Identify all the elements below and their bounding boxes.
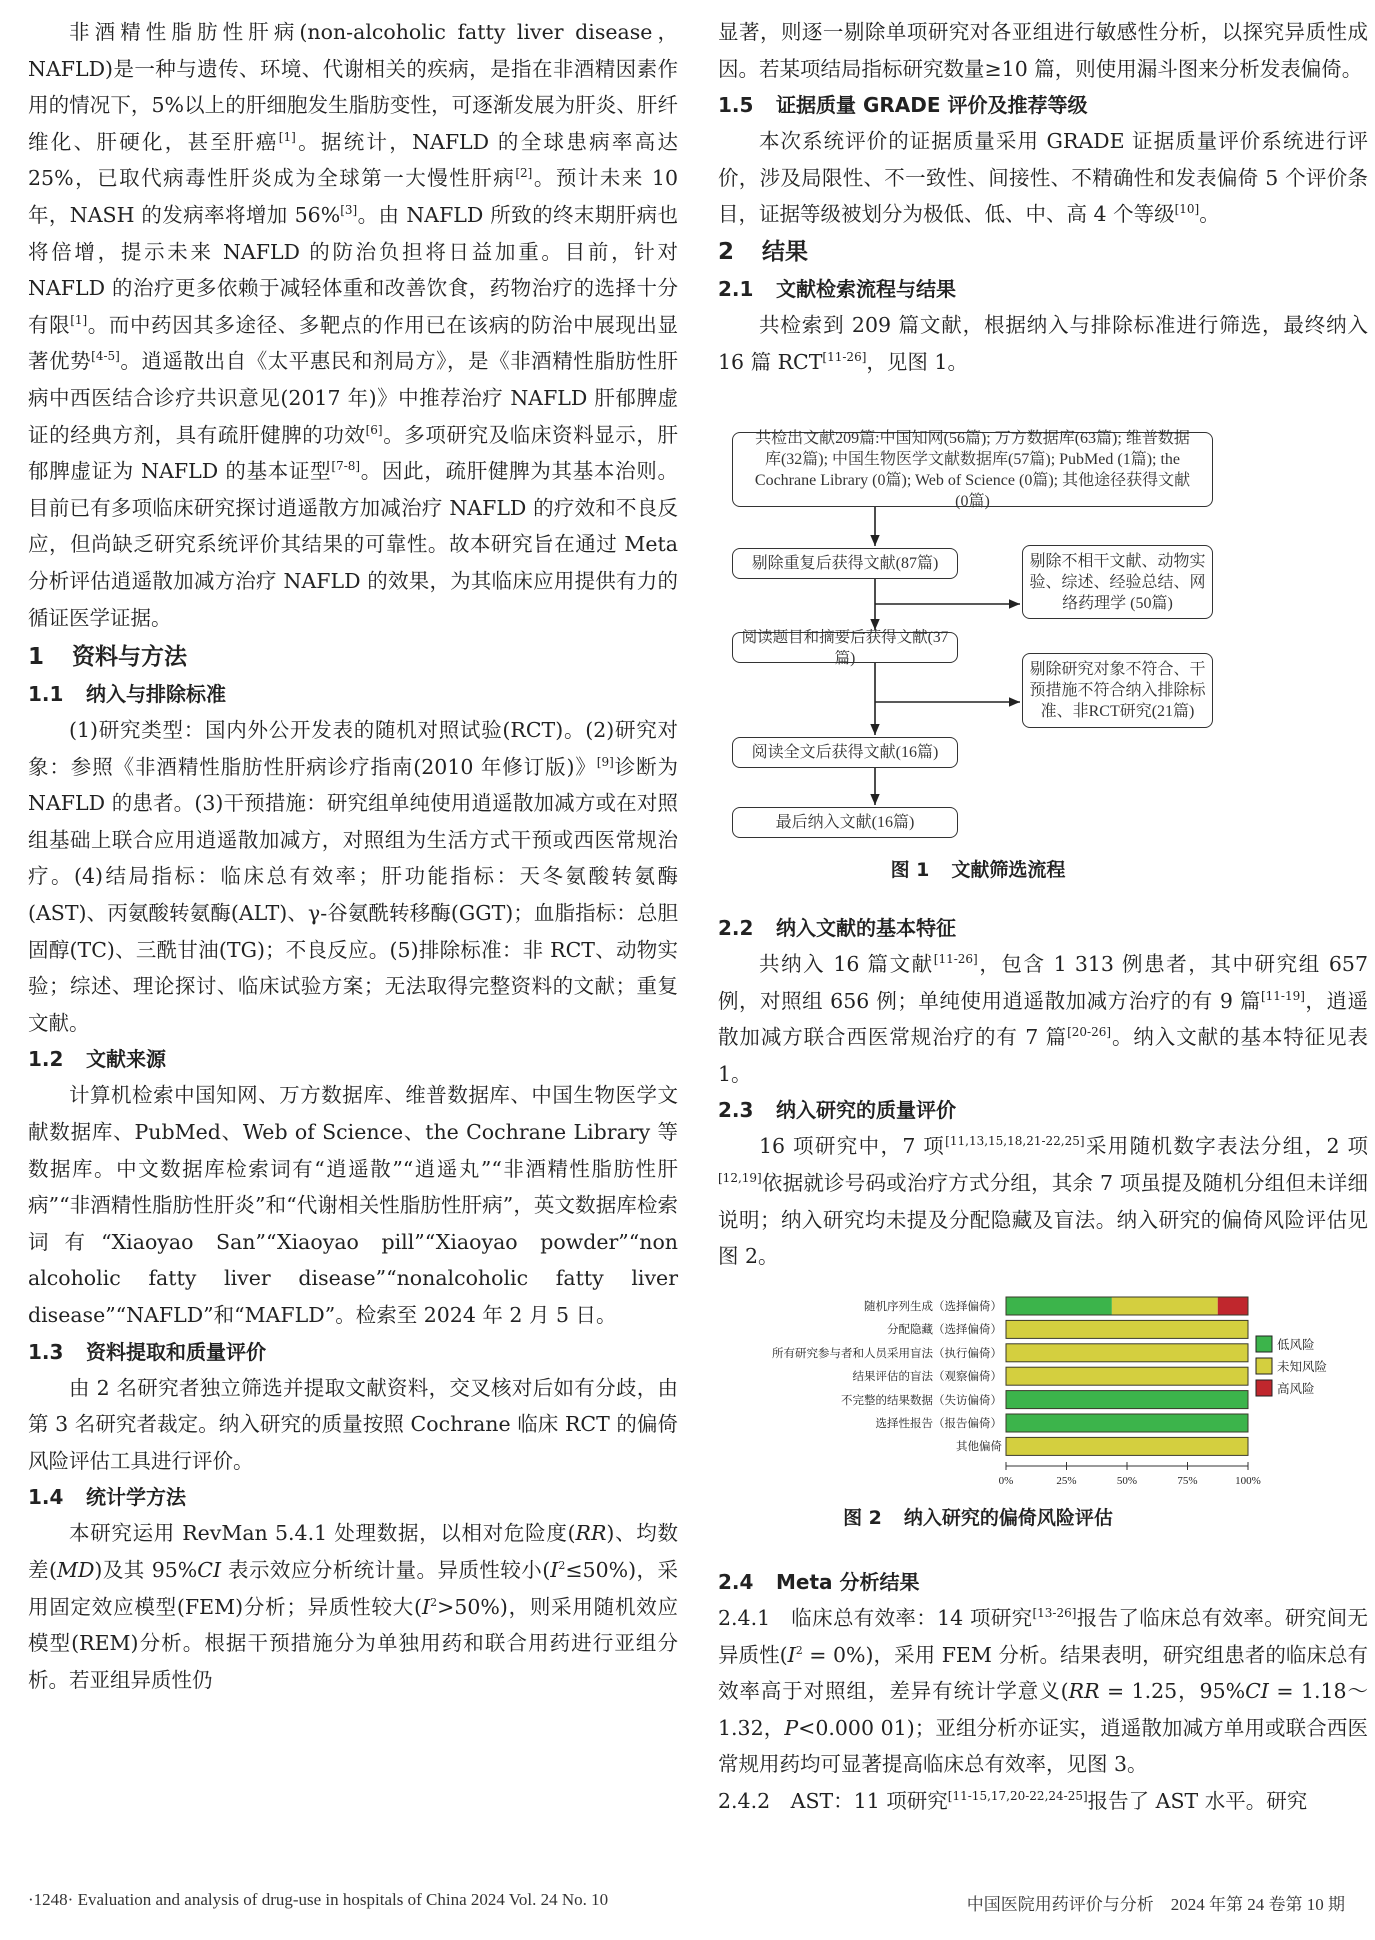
citation-reference: [10]: [1174, 202, 1200, 217]
italic-symbol: I: [550, 1557, 559, 1582]
flow-box-excluded-irrelevant: 剔除不相干文献、动物实验、综述、经验总结、网络药理学 (50篇): [1022, 545, 1213, 619]
subsection-title: 统计学方法: [86, 1485, 186, 1510]
figure-title: 纳入研究的偏倚风险评估: [903, 1507, 1113, 1529]
citation-reference: [1]: [278, 129, 296, 144]
text-run: 诊断为 NAFLD 的患者。(3)干预措施：研究组单纯使用逍遥散加减方或在对照组基础上联合应用逍遥散加减方，对照组为生活方式干预或西医常规治疗。(4)结局指标：临床总有效率；肝功能指标：天冬氨酸转氨酶(AST)、丙氨酸转氨酶(ALT)、γ-谷氨酰转移酶(GGT)；血脂指标：总胆固醇(TC)、三酰甘油(TG)；不良反应。(5)排除标准：非 RCT、动物实验；综述、理论探讨、临床试验方案；无法取得完整资料的文献；重复文献。: [28, 754, 679, 1035]
text-run: 。: [1199, 202, 1220, 227]
journal-name-cn: 中国医院用药评价与分析 2024 年第 24 卷第 10 期: [966, 1895, 1345, 1914]
flow-box-identified: 共检出文献209篇:中国知网(56篇); 万方数据库(63篇); 维普数据库(32篇); 中国生物医学文献数据库(57篇); PubMed (1篇); the Cochrane Library (0篇); Web of Science (0篇); 其他途径获得文献(0篇): [732, 432, 1213, 507]
citation-reference: [11-19]: [1260, 988, 1305, 1003]
subsection-number: 1.5: [718, 93, 754, 118]
subsection-number: 2.2: [718, 916, 754, 940]
subsection-heading-2-4: [718, 1564, 1368, 1600]
superscript: 2: [558, 1558, 566, 1572]
text-run: = 0%)，采用 FEM 分析。结果表明，研究组患者的临床总有效率高于对照组，差异有统计学意义(: [718, 1642, 1368, 1704]
italic-symbol: MD: [56, 1557, 95, 1582]
text-run: ≤50%)，采用固定效应模型(FEM)分析；异质性较大(: [28, 1557, 678, 1619]
journal-name-en: Evaluation and analysis of drug-use in hospitals of China 2024 Vol. 24 No. 10: [77, 1890, 609, 1909]
text-run: 2.4.2 AST：11 项研究: [718, 1788, 948, 1813]
text-run: 。据统计，NAFLD 的全球患病率高达 25%，已取代病毒性肝炎成为全球第一大慢性肝病: [28, 129, 679, 191]
subsection-title: 证据质量 GRADE 评价及推荐等级: [776, 93, 1088, 118]
subsection-number: 2.3: [718, 1098, 754, 1123]
x-tick-label: 0%: [998, 1475, 1014, 1487]
text-run: 16 项研究中，7 项: [759, 1134, 946, 1159]
text-run: 。由 NAFLD 所致的终末期肝病也将倍增，提示未来 NAFLD 的防治负担将日益加重。目前，针对 NAFLD 的治疗更多依赖于减轻体重和改善饮食，药物治疗的选择十分有限: [28, 202, 678, 337]
ast-paragraph: [718, 1783, 1368, 1820]
citation-reference: [2]: [515, 166, 533, 181]
bias-bar-segment-low: [1006, 1391, 1248, 1409]
text-run: (1)研究类型：国内外公开发表的随机对照试验(RCT)。(2)研究对象：参照《非酒精性脂肪性肝病诊疗指南(2010 年修订版)》: [28, 718, 678, 779]
subsection-title: 纳入文献的基本特征: [776, 916, 956, 940]
citation-reference: [20-26]: [1067, 1025, 1112, 1040]
citation-reference: [7-8]: [331, 459, 361, 474]
italic-symbol: RR: [575, 1521, 607, 1546]
text-run: ，包含 1 313 例患者，其中研究组 657 例，对照组 656 例；单纯使用逍遥散加减方治疗的有 9 篇: [718, 952, 1368, 1013]
text-run: 。预计未来 10 年，NASH 的发病率将增加 56%: [28, 166, 678, 227]
bias-bar-segment-low: [1006, 1297, 1112, 1315]
flow-box-after-title-abstract: 阅读题目和摘要后获得文献(37篇): [732, 632, 958, 663]
x-tick-label: 75%: [1177, 1475, 1198, 1487]
bias-category-label: 不完整的结果数据（失访偏倚）: [841, 1392, 1002, 1407]
bias-bar-segment-unknown: [1112, 1297, 1218, 1315]
text-run: ，见图 1。: [866, 349, 968, 374]
citation-reference: [11-26]: [822, 349, 867, 364]
text-run: 2.4.1 临床总有效率：14 项研究: [718, 1606, 1033, 1630]
subsection-title: 文献来源: [86, 1047, 166, 1072]
text-run: 由 2 名研究者独立筛选并提取文献资料，交叉核对后如有分歧，由第 3 名研究者裁定。纳入研究的质量按照 Cochrane 临床 RCT 的偏倚风险评估工具进行评价。: [28, 1375, 678, 1473]
section-title: 结果: [762, 238, 808, 265]
italic-symbol: I: [787, 1642, 796, 1667]
bias-bar-segment-unknown: [1006, 1367, 1248, 1385]
subsection-number: 1.2: [28, 1047, 64, 1072]
flow-box-after-dedup: 剔除重复后获得文献(87篇): [732, 548, 958, 579]
x-tick-label: 50%: [1116, 1475, 1138, 1487]
text-run: <0.000 01)；亚组分析亦证实，逍遥散加减方单用或联合西医常规用药均可显著提高临床总有效率，见图 3。: [718, 1715, 1368, 1777]
right-column-bottom: [718, 1564, 1368, 1820]
text-run: 依据就诊号码或治疗方式分组，其余 7 项虽提及随机分组但未详细说明；纳入研究均未提及分配隐藏及盲法。纳入研究的偏倚风险评估见图 2。: [718, 1170, 1368, 1269]
text-run: )、均数差(: [28, 1521, 678, 1582]
text-run: 本次系统评价的证据质量采用 GRADE 证据质量评价系统进行评价，涉及局限性、不一致性、间接性、不精确性和发表偏倚 5 个评价条目，证据等级被划分为极低、低、中、高 4 个等级: [718, 129, 1368, 227]
x-tick-label: 25%: [1056, 1475, 1077, 1487]
subsection-number: 1.3: [28, 1339, 64, 1364]
bias-category-label: 其他偏倚: [956, 1439, 1002, 1454]
flow-box-final-included: 最后纳入文献(16篇): [732, 807, 958, 838]
text-run: 计算机检索中国知网、万方数据库、维普数据库、中国生物医学文献数据库、PubMed、Web of Science、the Cochrane Library 等数据库。中文数据库检索词有“逍遥散”“逍遥丸”“非酒精性脂肪性肝病”“非酒精性脂肪性肝炎”和“代谢相关性脂肪性肝病”，英文数据库检索词有“Xiaoyao San”“Xiaoyao pill”“Xiaoyao powder”“non alcoholic fatty liver disease”“nonalcoholic fatty liver disease”“NAFLD”和“MAFLD”。检索至 2024 年 2 月 5 日。: [28, 1083, 678, 1327]
bias-bar-segment-low: [1006, 1414, 1248, 1432]
figure-2-caption: [718, 1503, 1238, 1530]
italic-symbol: CI: [1245, 1679, 1269, 1704]
citation-reference: [4-5]: [91, 349, 120, 364]
flow-box-after-fulltext: 阅读全文后获得文献(16篇): [732, 737, 958, 768]
italic-symbol: RR: [1068, 1679, 1100, 1704]
subsection-number: 2.1: [718, 276, 754, 301]
bias-category-label: 随机序列生成（选择偏倚）: [864, 1299, 1002, 1313]
text-run: 采用随机数字表法分组，2 项: [1084, 1134, 1368, 1159]
citation-reference: [12,19]: [718, 1170, 762, 1185]
citation-reference: [9]: [596, 754, 614, 769]
text-run: ，逍遥散加减方联合西医常规治疗的有 7 篇: [718, 988, 1368, 1050]
italic-symbol: I: [421, 1594, 431, 1619]
text-run: 。逍遥散出自《太平惠民和剂局方》，是《非酒精性脂肪性肝病中西医结合诊疗共识意见(2017 年)》中推荐治疗 NAFLD 肝郁脾虚证的经典方剂，具有疏肝健脾的功效: [28, 349, 678, 447]
citation-reference: [11-15,17,20-22,24-25]: [947, 1788, 1088, 1803]
subsection-number: 1.1: [28, 682, 64, 707]
subsection-title: 纳入研究的质量评价: [776, 1098, 956, 1123]
legend-label: 低风险: [1277, 1337, 1315, 1352]
citation-reference: [11-26]: [933, 952, 978, 966]
text-run: 报告了临床总有效率。研究间无异质性(: [718, 1606, 1368, 1667]
text-run: = 1.25，95%: [1099, 1679, 1246, 1704]
subsection-title: 资料提取和质量评价: [86, 1339, 266, 1364]
legend-swatch: [1256, 1358, 1272, 1374]
superscript: 2: [795, 1643, 803, 1657]
figure-number: 图 2: [843, 1507, 882, 1529]
text-run: 。多项研究及临床资料显示，肝郁脾虚证为 NAFLD 的基本证型: [28, 422, 679, 484]
text-run: = 1.18～1.32，: [718, 1679, 1369, 1740]
efficacy-paragraph: [718, 1600, 1368, 1783]
text-run: 。而中药因其多途径、多靶点的作用已在该病的防治中展现出显著优势: [28, 312, 679, 374]
citation-reference: [6]: [365, 422, 383, 437]
bias-category-label: 结果评估的盲法（观察偏倚）: [852, 1369, 1002, 1384]
citation-reference: [11,13,15,18,21-22,25]: [945, 1134, 1085, 1149]
legend-label: 未知风险: [1277, 1359, 1328, 1374]
section-title: 资料与方法: [72, 644, 187, 671]
citation-reference: [13-26]: [1032, 1606, 1077, 1620]
citation-reference: [3]: [340, 202, 358, 217]
text-run: 。纳入文献的基本特征见表 1。: [718, 1025, 1369, 1086]
text-run: 共纳入 16 篇文献: [759, 952, 934, 976]
section-number: 1: [28, 644, 45, 671]
italic-symbol: CI: [197, 1557, 222, 1582]
text-run: 显著，则逐一剔除单项研究对各亚组进行敏感性分析，以探究异质性成因。若某项结局指标研究数量≥10 篇，则使用漏斗图来分析发表偏倚。: [718, 20, 1368, 81]
legend-label: 高风险: [1277, 1381, 1315, 1396]
figure-title: 文献筛选流程: [951, 859, 1066, 881]
figure-number: 图 1: [890, 859, 930, 881]
subsection-title: 纳入与排除标准: [86, 682, 226, 707]
text-run: )及其 95%: [94, 1557, 198, 1582]
flow-box-excluded-criteria: 剔除研究对象不符合、干预措施不符合纳入排除标准、非RCT研究(21篇): [1022, 653, 1213, 728]
italic-symbol: P: [784, 1715, 799, 1740]
text-run: 共检索到 209 篇文献，根据纳入与排除标准进行筛选，最终纳入 16 篇 RCT: [718, 312, 1368, 374]
bias-category-label: 所有研究参与者和人员采用盲法（执行偏倚）: [772, 1345, 1002, 1360]
section-number: 2: [718, 238, 735, 265]
superscript: 2: [430, 1595, 438, 1609]
text-run: 非酒精性脂肪性肝病(non-alcoholic fatty liver disease，NAFLD)是一种与遗传、环境、代谢相关的疾病，是指在非酒精因素作用的情况下，5%以上的肝细胞发生脂肪变性，可逐渐发展为肝炎、肝纤维化、肝硬化，甚至肝癌: [28, 20, 678, 154]
footer-right: [967, 1890, 1345, 1915]
page-number: ·1248·: [28, 1890, 74, 1909]
text-run: 报告了 AST 水平。研究: [1087, 1788, 1308, 1813]
text-run: 。因此，疏肝健脾为其基本治则。目前已有多项临床研究探讨逍遥散方加减治疗 NAFLD 的疗效和不良反应，但尚缺乏研究系统评价其结果的可靠性。故本研究旨在通过 Meta 分析评估逍遥散加减方治疗 NAFLD 的效果，为其临床应用提供有力的循证医学证据。: [28, 459, 678, 630]
text-run: 本研究运用 RevMan 5.4.1 处理数据，以相对危险度(: [69, 1521, 576, 1546]
text-run: 表示效应分析统计量。异质性较小(: [221, 1557, 551, 1582]
footer-left: [28, 1890, 608, 1910]
bias-category-label: 选择性报告（报告偏倚）: [875, 1416, 1002, 1430]
citation-reference: [1]: [70, 312, 88, 327]
legend-swatch: [1256, 1336, 1272, 1352]
legend-swatch: [1256, 1380, 1272, 1396]
subsection-number: 2.4: [718, 1570, 754, 1594]
subsection-title: 文献检索流程与结果: [776, 276, 956, 301]
bias-bar-segment-unknown: [1006, 1320, 1248, 1338]
bias-bar-segment-high: [1218, 1297, 1248, 1315]
bias-category-label: 分配隐藏（选择偏倚）: [887, 1322, 1002, 1337]
x-tick-label: 100%: [1235, 1475, 1261, 1487]
bias-bar-segment-unknown: [1006, 1344, 1248, 1362]
subsection-title: Meta 分析结果: [776, 1570, 920, 1594]
subsection-number: 1.4: [28, 1485, 64, 1510]
text-run: >50%)，则采用随机效应模型(REM)分析。根据干预措施分为单独用药和联合用药进行亚组分析。若亚组异质性仍: [28, 1594, 678, 1692]
bias-bar-segment-unknown: [1006, 1437, 1248, 1455]
